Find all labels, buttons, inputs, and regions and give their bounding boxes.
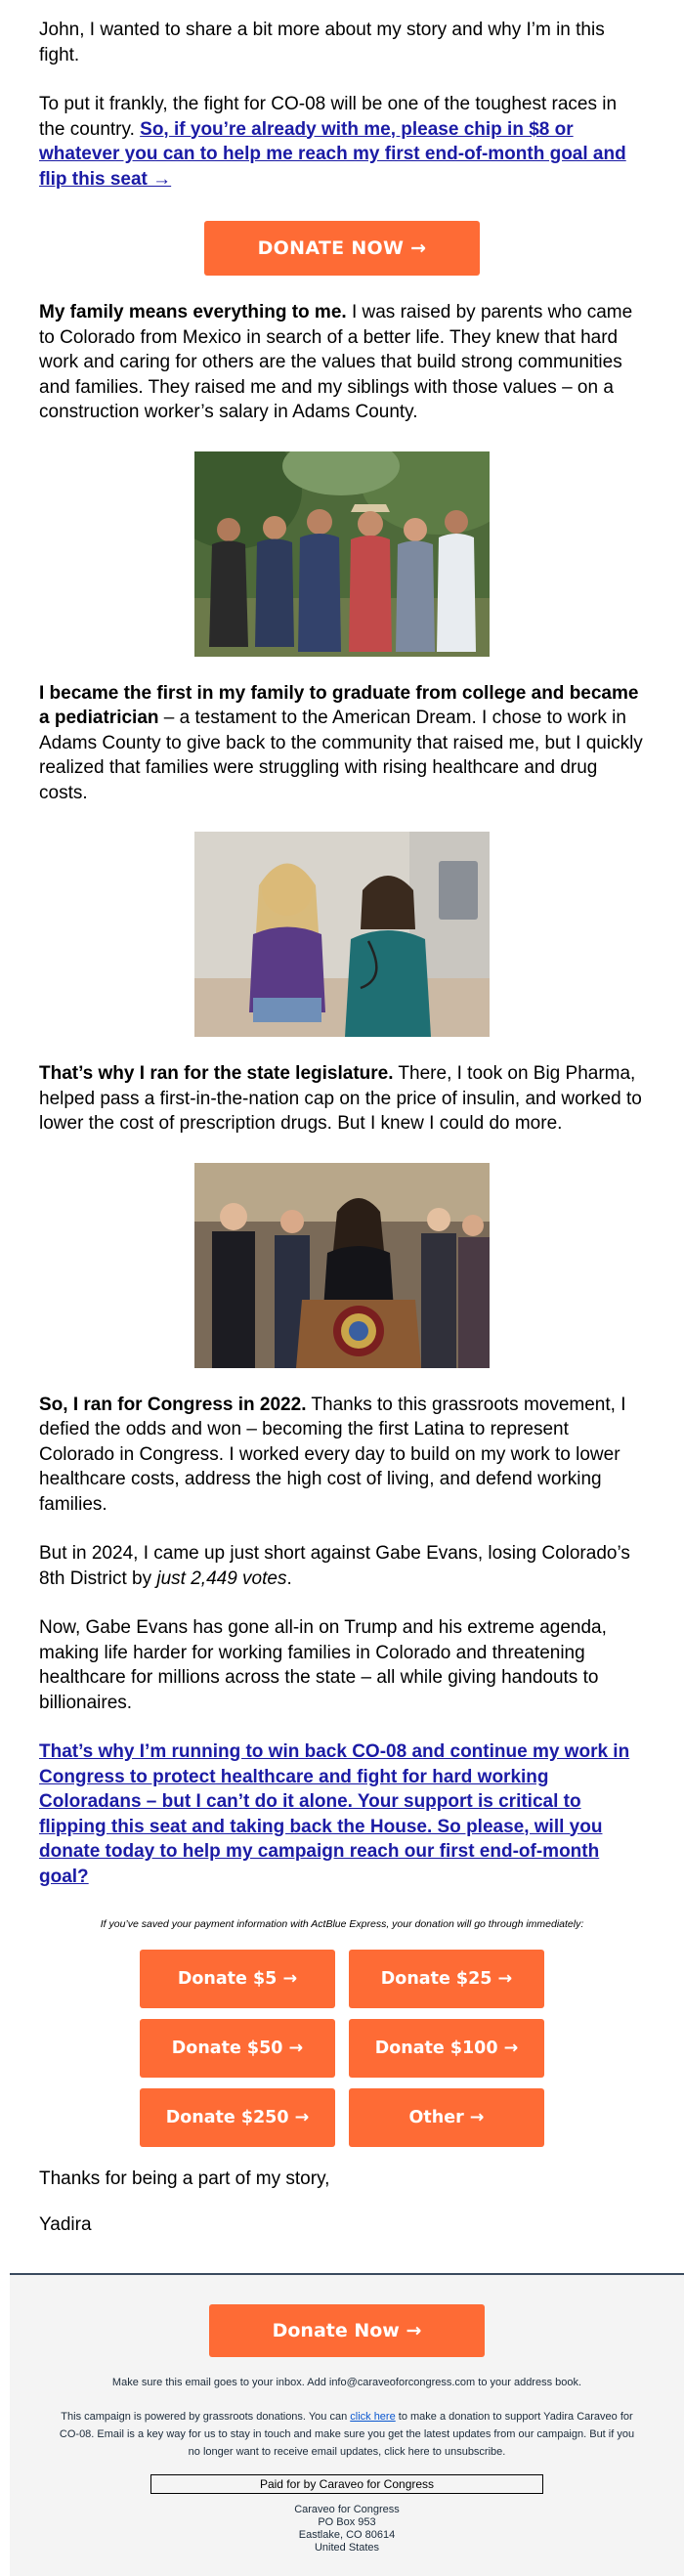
signature: Yadira [39, 2214, 92, 2235]
podium-photo [194, 1163, 490, 1368]
election-loss-end: . [286, 1567, 292, 1589]
click-here-link[interactable]: click here [350, 2411, 396, 2423]
donate-100-button[interactable]: Donate $100 → [349, 2019, 544, 2078]
tough-race-paragraph [39, 92, 645, 192]
legislature-paragraph [39, 1061, 645, 1137]
grassroots-text-b: to make a donation to support Yadira Caraveo for CO-08. Email is a key way for us to stay in touch and make sure you get the latest updates from our campaign. But if you no longer want to receive email updates, click here to unsubscribe. [59, 2411, 635, 2458]
tough-race-text: To put it frankly, the fight for CO-08 will be one of the toughest races in the country. [39, 94, 618, 140]
pediatrician-bold-lead: I became the first in my family to graduate from college and became a pediatrician [39, 682, 639, 728]
mailing-address [10, 2504, 684, 2555]
vote-margin: just 2,449 votes [156, 1567, 287, 1589]
pediatrician-photo-image [194, 832, 490, 1037]
legislature-bold-lead: That’s why I ran for the state legislature. [39, 1063, 394, 1084]
address-book-note: Make sure this email goes to your inbox. Add info@caraveoforcongress.com to your address book. [111, 2377, 582, 2388]
thanks-line: Thanks for being a part of my story, [39, 2168, 330, 2189]
election-loss-paragraph [39, 1541, 645, 1591]
address-line: Eastlake, CO 80614 [298, 2529, 396, 2541]
family-photo-image [194, 451, 490, 657]
appeal-paragraph [39, 1739, 645, 1889]
opponent-paragraph: Now, Gabe Evans has gone all-in on Trump and his extreme agenda, making life harder for working families in Colorado and threatening healthcare for millions across the state – all while giving handouts to billionaires. [39, 1617, 607, 1713]
family-photo [194, 451, 490, 657]
pediatrician-text: – a testament to the American Dream. I chose to work in Adams County to give back to the community that raised me, but I quickly realized that families were struggling with rising healthcare and drug costs. [39, 708, 643, 803]
legislature-text: There, I took on Big Pharma, helped pass a first-in-the-nation cap on the price of insulin, and worked to lower the cost of prescription drugs. But I knew I could do more. [39, 1063, 642, 1134]
donation-amount-grid [140, 1950, 544, 2147]
chip-in-link[interactable]: So, if you’re already with me, please chip in $8 or whatever you can to help me reach my first end-of-month goal and flip this seat → [39, 118, 626, 190]
actblue-note: If you’ve saved your payment information with ActBlue Express, your donation will go through immediately: [100, 1918, 584, 1930]
pediatrician-photo [194, 832, 490, 1037]
donate-250-button[interactable]: Donate $250 → [140, 2088, 335, 2147]
address-line: United States [314, 2542, 380, 2554]
address-line: PO Box 953 [318, 2516, 376, 2528]
donate-50-button[interactable]: Donate $50 → [140, 2019, 335, 2078]
appeal-donate-link[interactable]: That’s why I’m running to win back CO-08 and continue my work in Congress to protect healthcare and fight for hard working Coloradans – but I can’t do it alone. Your support is critical to flipping this seat and taking back the House. So please, will you donate today to help my campaign reach our first end-of-month goal? [39, 1741, 630, 1887]
grassroots-text-a: This campaign is powered by grassroots donations. You can [61, 2411, 351, 2423]
family-text: I was raised by parents who came to Colorado from Mexico in search of a better life. They knew that hard work and caring for others are the values that build strong communities and families. They raised me and my siblings with those values – on a construction worker’s salary in Adams County. [39, 302, 633, 422]
intro-paragraph: John, I wanted to share a bit more about my story and why I’m in this fight. [39, 20, 605, 65]
family-paragraph [39, 300, 645, 425]
address-line: Caraveo for Congress [294, 2504, 400, 2515]
family-bold-lead: My family means everything to me. [39, 302, 347, 322]
donate-now-button[interactable]: DONATE NOW → [204, 221, 480, 276]
election-loss-text: But in 2024, I came up just short against Gabe Evans, losing Colorado’s 8th District by [39, 1543, 630, 1589]
congress-text: Thanks to this grassroots movement, I defied the odds and won – becoming the first Latina to represent Colorado in Congress. I worked every day to build on my work to lower healthcare costs, address the high cost of living, and defend working families. [39, 1394, 626, 1515]
donate-5-button[interactable]: Donate $5 → [140, 1950, 335, 2008]
pediatrician-paragraph [39, 681, 645, 806]
footer-donate-button[interactable]: Donate Now → [209, 2304, 485, 2357]
congress-paragraph [39, 1393, 645, 1518]
email-footer [10, 2273, 684, 2576]
podium-photo-image [194, 1163, 490, 1368]
donate-25-button[interactable]: Donate $25 → [349, 1950, 544, 2008]
congress-bold-lead: So, I ran for Congress in 2022. [39, 1394, 307, 1415]
grassroots-note [10, 2408, 684, 2461]
paid-for-disclaimer: Paid for by Caraveo for Congress [150, 2474, 543, 2494]
donate-other-button[interactable]: Other → [349, 2088, 544, 2147]
